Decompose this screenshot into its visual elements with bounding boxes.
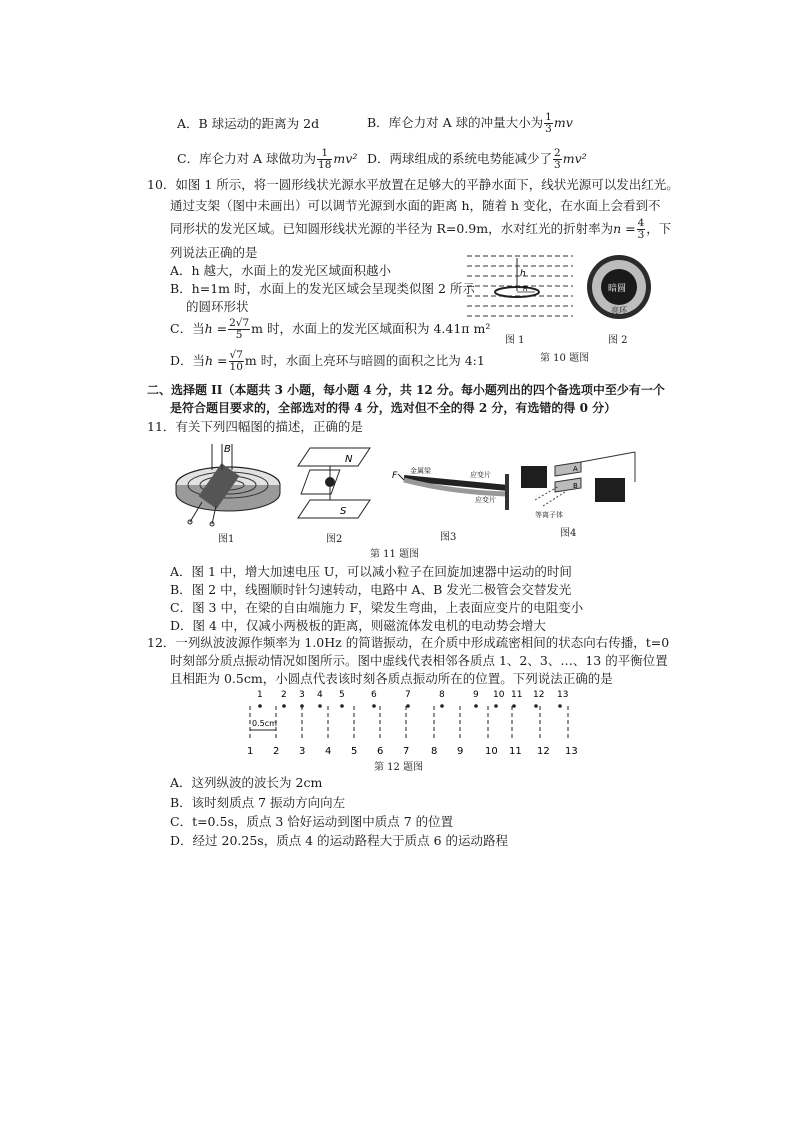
q11-option-b: B．图 2 中，线圈顺时针匀速转动，电路中 A、B 发光二极管会交替发光 bbox=[170, 582, 572, 597]
particle-dot bbox=[534, 704, 538, 708]
circuit-wire bbox=[581, 452, 635, 462]
equilibrium-label: 4 bbox=[325, 746, 332, 757]
q11-fig1-label: 图1 bbox=[218, 534, 235, 545]
b-field-label: B bbox=[224, 444, 231, 455]
ring-label: 亮环 bbox=[611, 306, 627, 315]
particle-dot bbox=[258, 704, 262, 708]
particle-label: 4 bbox=[317, 690, 323, 700]
q9-d-num: 2 bbox=[554, 147, 561, 159]
q10-stem-line1: 10．如图 1 所示，将一圆形线状光源水平放置在足够大的平静水面下，线状光源可以发出红光。 bbox=[147, 177, 679, 192]
particle-label: 9 bbox=[473, 690, 479, 700]
q10-n-num: 4 bbox=[637, 217, 645, 229]
q9-c-den: 18 bbox=[318, 159, 332, 171]
particle-dot bbox=[558, 704, 562, 708]
q11-figure1-cyclotron bbox=[172, 440, 284, 530]
q12-stem-line2: 时刻部分质点振动情况如图所示。图中虚线代表相邻各质点 1、2、3、…、13 的平衡位置 bbox=[170, 653, 668, 668]
equilibrium-label: 11 bbox=[509, 746, 522, 757]
equilibrium-label: 9 bbox=[457, 746, 464, 757]
equilibrium-label: 12 bbox=[537, 746, 550, 757]
plate-a-label: A bbox=[573, 465, 578, 473]
q11-figure4-mhd bbox=[515, 448, 645, 518]
distance-label: 0.5cm bbox=[252, 719, 277, 728]
particle-label: 11 bbox=[511, 690, 523, 700]
plate-b-label: B bbox=[573, 482, 578, 490]
q9-b-unit: mv bbox=[553, 115, 573, 130]
q10-d-end: m 时，水面上亮环与暗圆的面积之比为 4:1 bbox=[244, 353, 485, 368]
equilibrium-label: 8 bbox=[431, 746, 438, 757]
q10-n-den: 3 bbox=[637, 229, 645, 241]
particle-dot bbox=[512, 704, 516, 708]
particle-label: 8 bbox=[439, 690, 445, 700]
q10-l3-text: 同形状的发光区域。已知圆形线状光源的半径为 R=0.9m，水对红光的折射率为 bbox=[170, 221, 614, 236]
q11-stem: 11．有关下列四幅图的描述，正确的是 bbox=[147, 419, 363, 434]
q10-option-b-line1: B．h=1m 时，水面上的发光区域会呈现类似图 2 所示 bbox=[170, 281, 475, 296]
q12-option-b: B．该时刻质点 7 振动方向向左 bbox=[170, 795, 346, 810]
q9-c-unit: mv² bbox=[333, 151, 358, 166]
q9-d-unit: mv² bbox=[562, 151, 587, 166]
q11-caption: 第 11 题图 bbox=[370, 549, 420, 560]
q11-fig2-label: 图2 bbox=[326, 534, 343, 545]
force-arrow bbox=[398, 474, 404, 480]
q10-c-fraction bbox=[228, 318, 250, 341]
equilibrium-label: 1 bbox=[247, 746, 254, 757]
particle-dot bbox=[406, 704, 410, 708]
q10-c-end: m 时，水面上的发光区域面积为 4.41π m² bbox=[251, 321, 491, 336]
q10-fig1-label: 图 1 bbox=[505, 335, 525, 346]
q9-option-c bbox=[177, 148, 357, 171]
particle-dot bbox=[340, 704, 344, 708]
q9-b-fraction bbox=[544, 112, 553, 135]
q10-d-num: √7 bbox=[229, 349, 243, 361]
q11-fig3-label: 图3 bbox=[440, 532, 457, 543]
equilibrium-label: 5 bbox=[351, 746, 358, 757]
q9-c-fraction bbox=[317, 148, 332, 171]
q10-option-d bbox=[170, 350, 485, 373]
south-pole bbox=[298, 500, 370, 518]
equilibrium-label: 6 bbox=[377, 746, 384, 757]
q10-c-text: C．当 bbox=[170, 321, 205, 336]
q9-c-num: 1 bbox=[317, 148, 332, 160]
force-label: F bbox=[392, 471, 398, 481]
q11-figure2-generator bbox=[290, 442, 380, 526]
particle-dot bbox=[474, 704, 478, 708]
equilibrium-label: 13 bbox=[565, 746, 578, 757]
north-label: N bbox=[345, 454, 353, 465]
q10-n-fraction bbox=[637, 218, 646, 241]
q9-b-den: 3 bbox=[545, 123, 552, 135]
gauge-bottom-label: 应变片 bbox=[475, 496, 496, 504]
particle-dot bbox=[372, 704, 376, 708]
q10-caption: 第 10 题图 bbox=[540, 353, 590, 364]
south-label: S bbox=[340, 506, 347, 517]
q10-d-fraction bbox=[229, 350, 244, 373]
particle-dot bbox=[440, 704, 444, 708]
q10-d-text: D．当 bbox=[170, 353, 206, 368]
magnet-s bbox=[595, 478, 625, 502]
particle-label: 2 bbox=[281, 690, 287, 700]
magnet-n bbox=[521, 466, 547, 488]
q9-option-d bbox=[367, 148, 587, 171]
particle-label: 13 bbox=[557, 690, 569, 700]
q10-figure1 bbox=[465, 246, 575, 328]
q10-d-den: 10 bbox=[229, 361, 243, 373]
particle-label: 3 bbox=[299, 690, 305, 700]
r-label: R bbox=[523, 285, 528, 293]
equilibrium-label: 2 bbox=[273, 746, 280, 757]
q9-d-fraction bbox=[553, 148, 562, 171]
metal-beam-label: 金属梁 bbox=[410, 467, 431, 475]
q9-d-text: D．两球组成的系统电势能减少了 bbox=[367, 151, 553, 166]
north-pole bbox=[298, 448, 370, 466]
q9-option-a: A．B 球运动的距离为 2d bbox=[177, 116, 320, 131]
q12-option-d: D．经过 20.25s，质点 4 的运动路程大于质点 6 的运动路程 bbox=[170, 833, 508, 848]
equilibrium-label: 10 bbox=[485, 746, 498, 757]
q9-b-text: B．库仑力对 A 球的冲量大小为 bbox=[367, 115, 544, 130]
q12-figure bbox=[238, 688, 583, 758]
particle-dot bbox=[282, 704, 286, 708]
q10-option-b-line2: 的圆环形状 bbox=[186, 299, 249, 314]
q11-option-d: D．图 4 中，仅减小两极板的距离，则磁流体发电机的电动势会增大 bbox=[170, 618, 546, 633]
particle-label: 12 bbox=[533, 690, 545, 700]
gauge-top-label: 应变片 bbox=[470, 471, 491, 479]
particle-label: 10 bbox=[493, 690, 505, 700]
q11-option-c: C．图 3 中，在梁的自由端施力 F，梁发生弯曲，上表面应变片的电阻变小 bbox=[170, 600, 584, 615]
particle-dot bbox=[300, 704, 304, 708]
q10-stem-line2: 通过支架（图中未画出）可以调节光源到水面的距离 h，随着 h 变化，在水面上会看到不 bbox=[170, 198, 661, 213]
q9-d-den: 3 bbox=[554, 159, 561, 171]
q12-option-a: A．这列纵波的波长为 2cm bbox=[170, 775, 323, 790]
q12-caption: 第 12 题图 bbox=[374, 762, 424, 773]
particle-label: 1 bbox=[257, 690, 263, 700]
section2-heading-line2: 是符合题目要求的，全部选对的得 4 分，选对但不全的得 2 分，有选错的得 0 分） bbox=[170, 401, 617, 415]
q10-d-h: h = bbox=[205, 353, 228, 368]
particle-label: 7 bbox=[405, 690, 411, 700]
particle-dot bbox=[318, 704, 322, 708]
q12-stem-line3: 且相距为 0.5cm，小圆点代表该时刻各质点振动所在的位置。下列说法正确的是 bbox=[170, 671, 613, 686]
q11-option-a: A．图 1 中，增大加速电压 U，可以减小粒子在回旋加速器中运动的时间 bbox=[170, 564, 572, 579]
q10-stem-line3 bbox=[170, 218, 671, 241]
q12-option-c: C．t=0.5s，质点 3 恰好运动到图中质点 7 的位置 bbox=[170, 814, 454, 829]
h-label: h bbox=[520, 269, 526, 279]
q11-fig4-label: 图4 bbox=[560, 528, 577, 539]
q10-n-symbol: n = bbox=[613, 221, 636, 236]
q12-stem-line1: 12．一列纵波波源作频率为 1.0Hz 的简谐振动，在介质中形成疏密相间的状态向右传播，t=0 bbox=[147, 635, 670, 650]
particle-label: 6 bbox=[371, 690, 377, 700]
q9-c-text: C．库仑力对 A 球做功为 bbox=[177, 151, 317, 166]
dark-label: 暗圆 bbox=[608, 284, 627, 294]
q10-stem-line4: 列说法正确的是 bbox=[170, 245, 258, 260]
wall bbox=[505, 474, 509, 510]
q9-option-b bbox=[367, 112, 573, 135]
plasma-label: 等离子体 bbox=[535, 511, 563, 519]
q10-option-c bbox=[170, 318, 490, 341]
section2-heading-line1: 二、选择题 II（本题共 3 小题，每小题 4 分，共 12 分。每小题列出的四个备选项中至少有一个 bbox=[147, 383, 665, 397]
q11-figure3-beam bbox=[390, 470, 520, 514]
q10-l3-end: ，下 bbox=[646, 221, 672, 236]
q10-c-den: 5 bbox=[235, 329, 243, 341]
particle-path bbox=[543, 492, 565, 506]
particle-label: 5 bbox=[339, 690, 345, 700]
q9-b-num: 1 bbox=[545, 111, 552, 123]
equilibrium-label: 3 bbox=[299, 746, 306, 757]
q10-c-h: h = bbox=[204, 321, 228, 336]
q10-c-num: 2√7 bbox=[229, 317, 250, 329]
q10-option-a: A．h 越大，水面上的发光区域面积越小 bbox=[170, 263, 392, 278]
particle-dot bbox=[494, 704, 498, 708]
equilibrium-label: 7 bbox=[403, 746, 410, 757]
q10-fig2-label: 图 2 bbox=[608, 335, 628, 346]
